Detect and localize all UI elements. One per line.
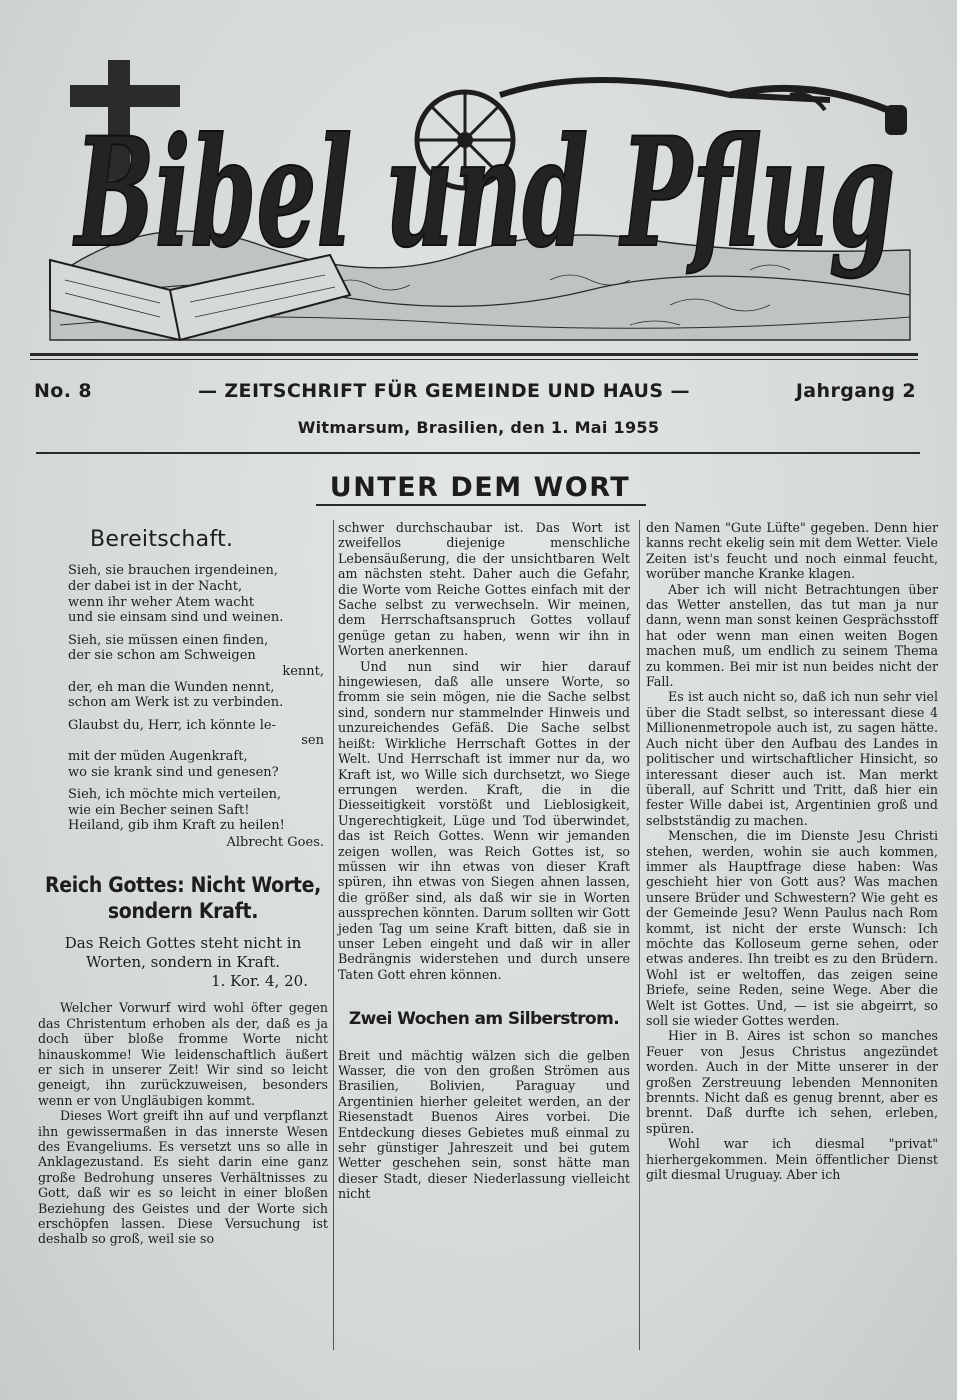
poem-line: der sie schon am Schweigen [68,648,256,664]
verse-text: Das Reich Gottes steht nicht in Worten, sondern in Kraft. [64,934,302,972]
masthead-rule-bottom [30,359,918,360]
issue-number: No. 8 [34,380,93,402]
issue-line [34,380,916,402]
poem-line: sen [301,733,324,749]
masthead-title: Bibel und Pflug [72,105,895,281]
poem-line: Heiland, gib ihm Kraft zu heilen! [68,818,285,834]
bible-verse [38,934,328,991]
article-paragraph: schwer durchschaubar ist. Das Wort ist zweifellos diejenige menschliche Lebensäußerung, die der unsichtbaren Welt am nächsten steht. Daher auch die Gefahr, die Worte vom Reiche Gottes einfach mit der Sache selbst zu verwechseln. Wir meinen, dem Herrschaftsanspruch Gottes vollauf genüge getan zu haben, wenn wir ihn in Worten anerkennen. [338,520,630,659]
poem-line: Sieh, sie brauchen irgendeinen, [68,563,279,579]
issue-subtitle: — ZEITSCHRIFT FÜR GEMEINDE UND HAUS — [197,380,690,402]
article-paragraph: den Namen "Gute Lüfte" gegeben. Denn hier kanns recht ekelig sein mit dem Wetter. Viele Zeiten ist's feucht und noch einmal feucht, worüber manche Kranke klagen. [646,520,938,582]
poem-line: wie ein Becher seinen Saft! [68,802,250,818]
article-paragraph: Hier in B. Aires ist schon so manches Feuer von Jesus Christus angezündet worden. Auch in der Mitte unserer in der großen Zerstreuung lebenden Mennoniten brennts. Nicht daß es genug brennt, aber es brennt. Daß durfte ich sehen, erleben, spüren. [646,1028,938,1136]
poem-line: kennt, [282,663,324,679]
column-divider [639,520,640,1350]
article-paragraph: Aber ich will nicht Betrachtungen über das Wetter anstellen, das tut man ja nur dann, wenn man sonst keinen Gesprächsstoff hat oder wenn man einen weiten Bogen machen muß, um endlich zu seinem Thema zu kommen. Bei mir ist nun beides nicht der Fall. [646,581,938,690]
article-paragraph: Dieses Wort greift ihn auf und verpflanzt ihn gewissermaßen in das innerste Wesen des Evangeliums. Es versetzt uns so alle in Anklagezustand. Es sieht darin eine ganz große Bedrohung unseres Verhältnisses zu Gott, daß wir es so leicht in einer bloßen Beziehung des Geistes und der Worte sich erschöpfen lassen. Diese Versuchung ist deshalb so groß, weil sie so [38,1108,328,1247]
poem-line: schon am Werk ist zu verbinden. [68,695,284,711]
poem-line: mit der müden Augenkraft, [68,748,248,764]
article-paragraph: Breit und mächtig wälzen sich die gelben Wasser, die von den großen Strömen aus Brasilien, Bolivien, Paraguay und Argentinien hierher geleitet werden, an der Riesenstadt Buenos Aires vorbei. Die Entdeckung dieses Gebietes muß einmal zu sehr günstiger Jahreszeit und bei gutem Wetter geschehen sein, sonst hätte man dieser Stadt, dieser Niederlassung vielleicht nicht [338,1047,630,1202]
article-paragraph: Wohl war ich diesmal "privat" hierhergekommen. Mein öffentlicher Dienst gilt diesmal Uruguay. Aber ich [646,1136,938,1183]
poem-line: wo sie krank sind und genesen? [68,764,279,780]
verse-reference: 1. Kor. 4, 20. [211,972,308,991]
article-paragraph: Welcher Vorwurf wird wohl öfter gegen das Christentum erhoben als der, daß es ja doch über bloße fromme Worte nicht hinauskomme! Wie leidenschaftlich äußert er sich in unserer Zeit! Wir sind so leicht geneigt, ihn zurückzuweisen, besonders wenn er von Ungläubigen kommt. [38,1000,328,1108]
poem-line: der dabei ist in der Nacht, [68,579,243,594]
article-title: Reich Gottes: Nicht Worte, sondern Kraft. [45,873,321,924]
poem-title: Bereitschaft. [90,527,234,552]
poem-line: Glaubst du, Herr, ich könnte le- [68,717,276,733]
column-1 [38,520,328,1247]
article-paragraph: Menschen, die im Dienste Jesu Christi stehen, werden, wohin sie auch kommen, immer als Hauptfrage diese haben: Was geschieht hier von Gott aus? Was machen unsere Brüder und Schwestern? Wie geht es der Gemeinde Jesu? Wenn Paulus nach Rom kommt, ist nicht der erste Wunsch: Ich möchte das Kolloseum gerne sehen, oder etwas anderes. Ihn treibt es zu den Brüdern. Wohl ist er weltoffen, das zeigen seine Briefe, seine Reden, seine Wege. Aber die Welt ist Gottes. Und, — ist sie abgeirrt, so soll sie wieder Gottes werden. [646,828,938,1028]
header-divider [36,452,920,454]
main-heading: UNTER DEM WORT [329,472,631,503]
poem-stanza [68,718,328,780]
poem-line: Sieh, sie müssen einen finden, [68,632,269,648]
poem-stanza [68,633,328,711]
poem-author: Albrecht Goes. [226,834,324,850]
masthead-rule-top [30,353,918,356]
poem-line: Sieh, ich möchte mich verteilen, [68,787,282,803]
poem-stanza [68,787,328,834]
column-2 [338,520,630,1202]
main-heading-underline [316,504,646,506]
article-title: Zwei Wochen am Silberstrom. [348,1009,620,1030]
article-paragraph: Und nun sind wir hier darauf hingewiesen, daß alle unsere Worte, so fromm sie sein mögen, nie die Sache selbst sind, sondern nur stammelnder Hinweis und unzureichendes Gefäß. Die Sache selbst heißt: Wirkliche Herrschaft Gottes in der Welt. Und Herrschaft ist immer nur da, wo Kraft ist, wo Wille sich durchsetzt, wo Siege errungen werden. Kraft, die in die Diesseitigkeit vorstößt und Lieblosigkeit, Ungerechtigkeit, Lüge und Tod überwindet, das ist Reich Gottes. Wenn wir jemanden zeigen wollen, was Reich Gottes ist, so müssen wir ihn etwas von dieser Kraft spüren, ihn etwas von Siegen ahnen lassen, die größer sind, als daß wir sie in Worten aussprechen könnten. Darum sollten wir Gott jeden Tag um seine Kraft bitten, daß sie in unser Leben eingeht und daß wir in aller Bedrängnis widerstehen und durch unsere Taten Gott ehren können. [338,658,630,982]
poem-stanza [68,563,328,625]
issue-volume: Jahrgang 2 [795,380,916,402]
column-3 [646,520,938,1182]
article-paragraph: Es ist auch nicht so, daß ich nun sehr viel über die Stadt selbst, so interessant diese 4 Millionenmetropole auch ist, zu sagen hätte. Auch nicht über den Aufbau des Landes in politischer und wirtschaftlicher Hinsicht, so interessant dieser auch ist. Man merkt überall, auf Schritt und Tritt, daß hier ein fester Wille dabei ist, Argentinien groß und selbstständig zu machen. [646,689,938,828]
column-divider [333,520,334,1350]
place-date: Witmarsum, Brasilien, den 1. Mai 1955 [297,418,660,437]
poem-line: wenn ihr weher Atem wacht [68,594,255,610]
poem-line: der, eh man die Wunden nennt, [68,679,275,695]
masthead-logo [30,55,920,365]
poem-line: und sie einsam sind und weinen. [68,610,284,626]
